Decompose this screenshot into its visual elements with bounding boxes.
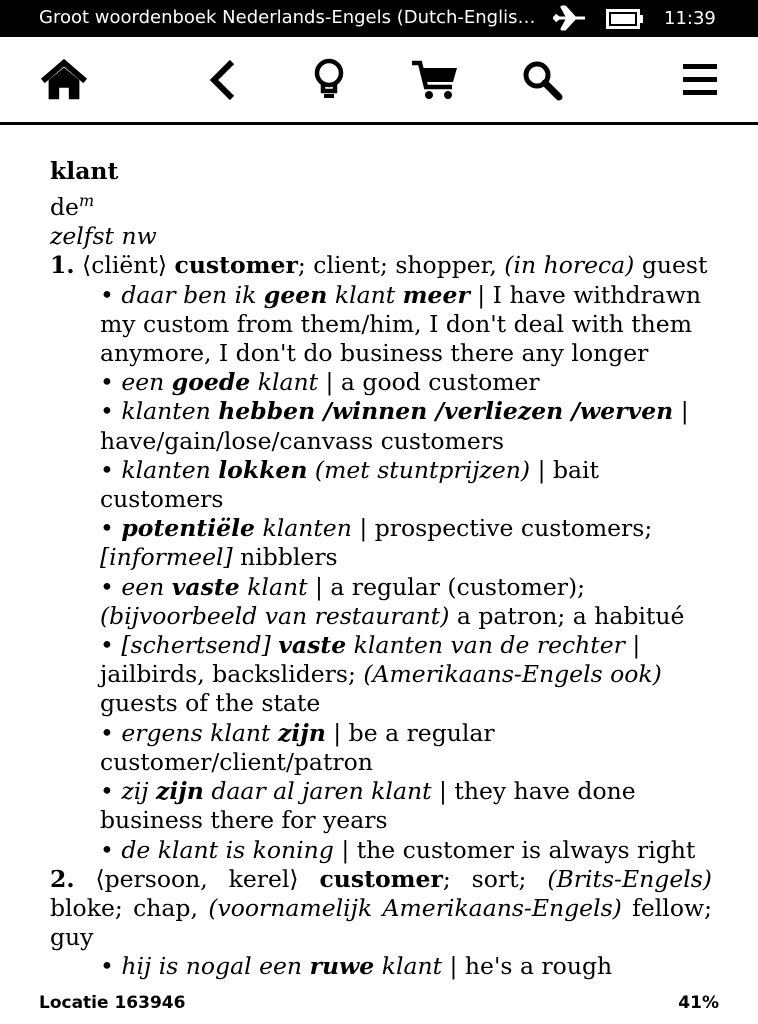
- menu-button[interactable]: [675, 57, 725, 103]
- gender: m: [78, 191, 95, 211]
- part-of-speech: zelfst nw: [50, 222, 157, 251]
- footer: [39, 993, 719, 1013]
- example-4: • klanten lokken (met stuntprijzen) | bait customers: [100, 455, 599, 514]
- sense-2: 2. ⟨persoon, kerel⟩ customer; sort; (Brits-Engels) bloke; chap, (voornamelijk Amerikaans-Engels) fellow; guy: [50, 864, 712, 952]
- example-2: • een goede klant | a good customer: [100, 368, 540, 397]
- menu-icon: [681, 62, 719, 98]
- search-icon: [521, 59, 563, 101]
- dictionary-entry: [50, 157, 712, 982]
- headword: klant: [50, 157, 119, 185]
- progress-percent: 41%: [678, 993, 719, 1013]
- airplane-icon: [551, 4, 587, 32]
- popular-highlights-button[interactable]: [304, 57, 354, 103]
- store-button[interactable]: [410, 57, 460, 103]
- status-bar: [0, 0, 758, 37]
- example-5: • potentiële klanten | prospective customers; [informeel] nibblers: [100, 514, 653, 572]
- article: $de^m$: [50, 191, 95, 222]
- example-9: • zij zijn daar al jaren klant | they have done business there for years: [100, 777, 636, 835]
- lightbulb-icon: [312, 58, 346, 102]
- home-button[interactable]: [39, 57, 89, 103]
- example-8: • ergens klant zijn | be a regular customer/client/patron: [100, 718, 495, 776]
- search-button[interactable]: [517, 57, 567, 103]
- back-icon: [207, 59, 237, 101]
- example-7: • [schertsend] vaste klanten van de rechter | jailbirds, backsliders; (Amerikaans-Engels ook) guests of the state: [100, 631, 662, 718]
- battery-icon: [606, 9, 644, 29]
- home-icon: [39, 58, 89, 102]
- sense-1: 1. ⟨cliënt⟩ customer; client; shopper, (in horeca) guest: [50, 251, 708, 280]
- toolbar: [0, 37, 758, 125]
- back-button[interactable]: [197, 57, 247, 103]
- location-indicator: Locatie 163946: [39, 993, 186, 1013]
- example-3: • klanten hebben /winnen /verliezen /werven | have/gain/lose/canvass customers: [100, 397, 689, 455]
- example-1: • daar ben ik geen klant meer | I have withdrawn my custom from them/him, I don't deal with them anymore, I don't do business there any longer: [100, 280, 701, 368]
- cart-icon: [410, 59, 460, 101]
- clock: 11:39: [664, 8, 716, 29]
- book-title: Groot woordenboek Nederlands-Engels (Dutch-Englis…: [39, 7, 536, 28]
- example-10: • de klant is koning | the customer is always right: [100, 835, 696, 864]
- example-6: • een vaste klant | a regular (customer); (bijvoorbeeld van restaurant) a patron; a habitué: [100, 572, 685, 630]
- example-11: • hij is nogal een ruwe klant | he's a rough: [100, 952, 613, 981]
